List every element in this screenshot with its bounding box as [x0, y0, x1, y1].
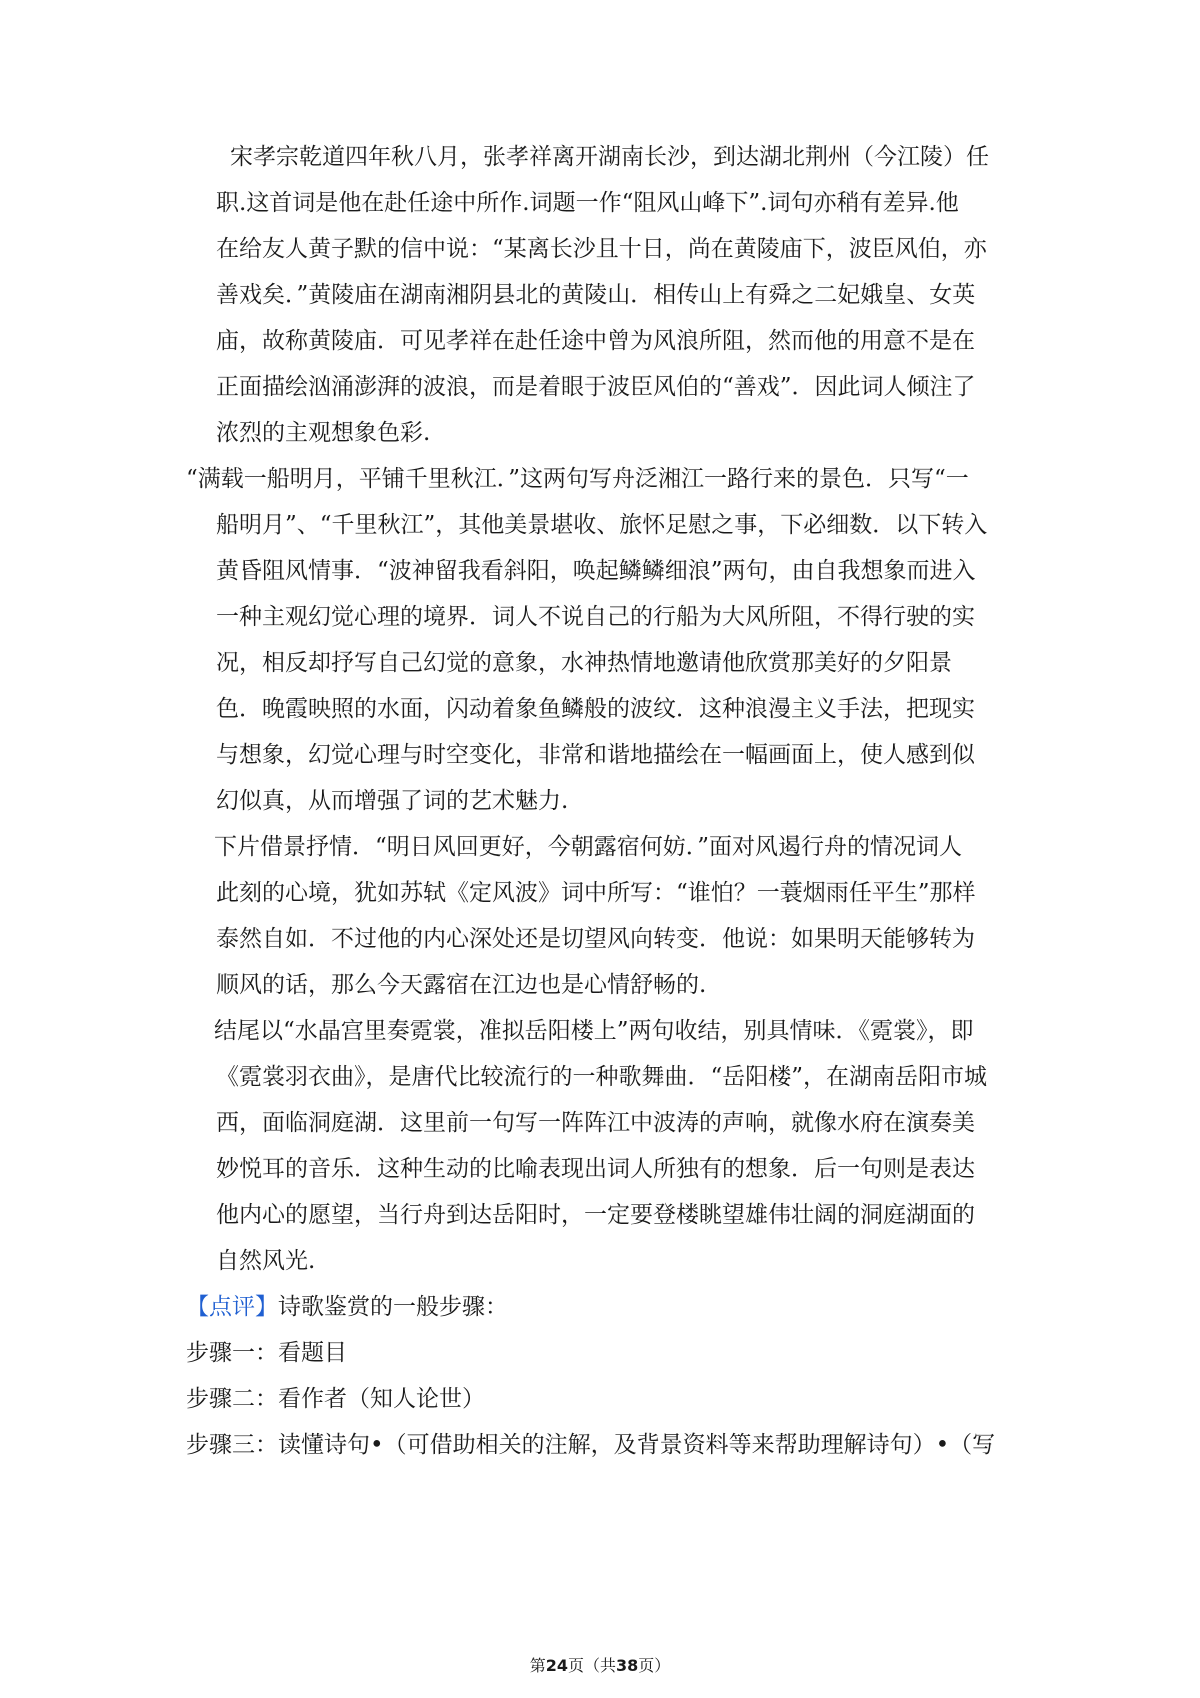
text-line: 顺风的话，那么今天露宿在江边也是心情舒畅的.: [216, 972, 707, 998]
text-line: 庙，故称黄陵庙．可见孝祥在赴任途中曾为风浪所阻，然而他的用意不是在: [216, 328, 975, 354]
total-page-number: 38: [616, 1656, 639, 1675]
text-line: 色．晚霞映照的水面，闪动着象鱼鳞般的波纹．这种浪漫主义手法，把现实: [216, 696, 975, 722]
text-line: 下片借景抒情．“明日风回更好，今朝露宿何妨．”面对风遏行舟的情况词人: [214, 834, 963, 860]
text-line: 泰然自如．不过他的内心深处还是切望风向转变．他说：如果明天能够转为: [216, 926, 975, 952]
current-page-number: 24: [545, 1656, 568, 1675]
footer-suffix: 页）: [638, 1656, 671, 1675]
paragraph-second-half: [186, 824, 1026, 1008]
footer-prefix: 第: [529, 1656, 546, 1675]
text-line: 妙悦耳的音乐．这种生动的比喻表现出词人所独有的想象．后一句则是表达: [216, 1156, 975, 1182]
paragraph-ending: [186, 1008, 1026, 1284]
text-line: 他内心的愿望，当行舟到达岳阳时，一定要登楼眺望雄伟壮阔的洞庭湖面的: [216, 1202, 975, 1228]
text-line: 善戏矣．”黄陵庙在湖南湘阴县北的黄陵山．相传山上有舜之二妃娥皇、女英: [216, 282, 976, 308]
text-line: 结尾以“水晶宫里奏霓裳，准拟岳阳楼上”两句收结，别具情味．《霓裳》，即: [214, 1018, 974, 1044]
text-line: 浓烈的主观想象色彩.: [216, 420, 431, 446]
text-line: 宋孝宗乾道四年秋八月，张孝祥离开湖南长沙，到达湖北荆州（今江陵）任: [230, 144, 989, 170]
paragraph-first-lines: [186, 456, 1026, 824]
text-line: 《霓裳羽衣曲》，是唐代比较流行的一种歌舞曲．“岳阳楼”，在湖南岳阳市城: [216, 1064, 988, 1090]
step-item: 步骤三：读懂诗句•（可借助相关的注解，及背景资料等来帮助理解诗句）•（写: [186, 1432, 996, 1458]
text-line: 一种主观幻觉心理的境界．词人不说自己的行船为大风所阻，不得行驶的实: [216, 604, 975, 630]
text-line: “满载一船明月，平铺千里秋江．”这两句写舟泛湘江一路行来的景色．只写“一: [186, 466, 969, 492]
comment-heading: [186, 1284, 1026, 1330]
text-line: 与想象，幻觉心理与时空变化，非常和谐地描绘在一幅画面上，使人感到似: [216, 742, 975, 768]
page-footer: [0, 1653, 1200, 1676]
text-line: 船明月”、“千里秋江”，其他美景堪收、旅怀足慰之事，下必细数．以下转入: [216, 512, 988, 538]
comment-tag: 【点评】: [186, 1294, 278, 1320]
comment-text: 诗歌鉴赏的一般步骤：: [278, 1294, 508, 1320]
text-line: 况，相反却抒写自己幻觉的意象，水神热情地邀请他欣赏那美好的夕阳景: [216, 650, 952, 676]
step-item: 步骤一：看题目: [186, 1340, 347, 1366]
comment-section: [186, 1284, 1026, 1468]
footer-middle: 页（共: [567, 1656, 616, 1675]
text-line: 此刻的心境，犹如苏轼《定风波》词中所写：“谁怕？一蓑烟雨任平生”那样: [216, 880, 976, 906]
text-line: 职.这首词是他在赴任途中所作.词题一作“阻风山峰下”.词句亦稍有差异.他: [216, 190, 959, 216]
text-line: 幻似真，从而增强了词的艺术魅力.: [216, 788, 569, 814]
paragraph-background: [186, 134, 1026, 456]
text-line: 在给友人黄子默的信中说：“某离长沙且十日，尚在黄陵庙下，波臣风伯，亦: [216, 236, 987, 262]
text-line: 西，面临洞庭湖．这里前一句写一阵阵江中波涛的声响，就像水府在演奏美: [216, 1110, 975, 1136]
step-item: 步骤二：看作者（知人论世）: [186, 1386, 485, 1412]
text-line: 自然风光.: [216, 1248, 316, 1274]
text-line: 黄昏阻风情事．“波神留我看斜阳，唤起鳞鳞细浪”两句，由自我想象而进入: [216, 558, 976, 584]
text-line: 正面描绘汹涌澎湃的波浪，而是着眼于波臣风伯的“善戏”．因此词人倾注了: [216, 374, 976, 400]
